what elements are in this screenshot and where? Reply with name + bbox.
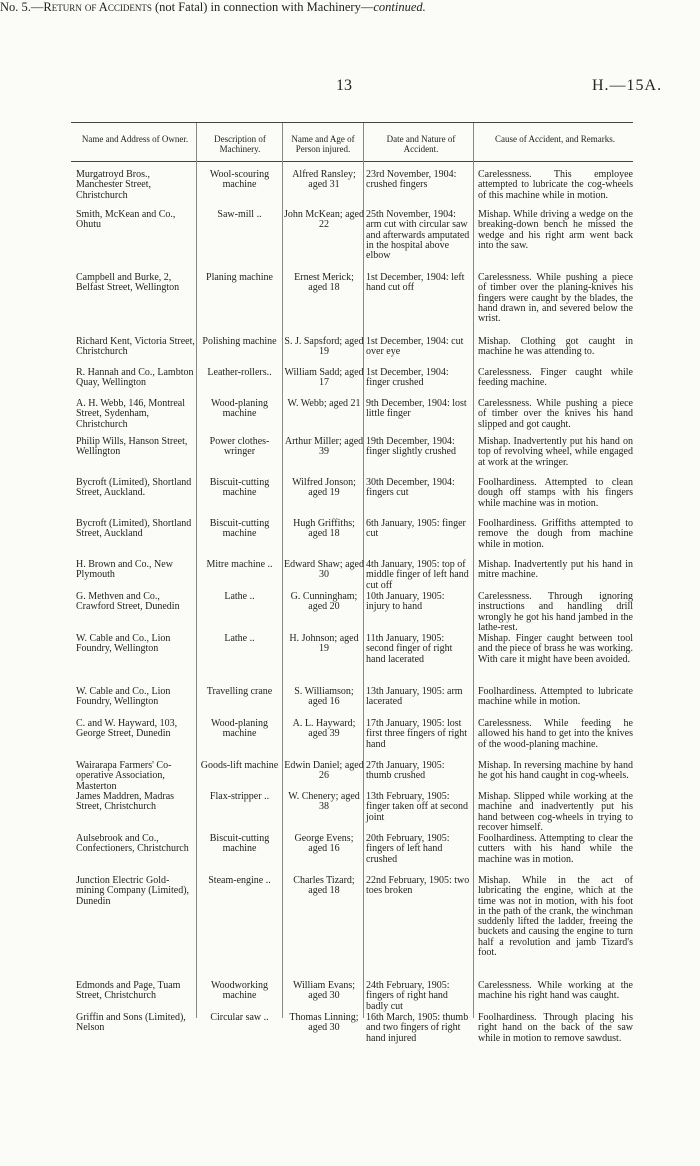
person-cell: Thomas Linning; aged 30 [289, 1012, 359, 1034]
cause-cell: Mishap. Clothing got caught in machine he was attending to. [478, 336, 633, 358]
owner-cell: W. Cable and Co., Lion Foundry, Wellington [76, 633, 171, 655]
column-divider-1 [196, 123, 197, 1018]
machinery-cell: Lathe .. [224, 633, 255, 644]
person-cell: William Sadd; aged 17 [284, 367, 364, 389]
accident-cell: 30th December, 1904: fingers cut [366, 477, 455, 499]
title-smallcaps: Return of Accidents [43, 0, 152, 14]
person-cell: Edward Shaw; aged 30 [284, 559, 364, 581]
cause-cell: Mishap. Finger caught between tool and the piece of brass he was working. With care it might have been avoided. [478, 633, 633, 665]
person-cell: A. L. Hayward; aged 39 [292, 718, 356, 740]
person-cell: George Evens; aged 16 [294, 833, 354, 855]
person-cell: Ernest Merick; aged 18 [294, 272, 354, 294]
person-cell: Arthur Miller; aged 39 [284, 436, 364, 458]
machinery-cell: Power clothes-wringer [209, 436, 270, 458]
person-cell: John McKean; aged 22 [284, 209, 364, 231]
owner-cell: Griffin and Sons (Limited), Nelson [76, 1012, 186, 1034]
owner-cell: Smith, McKean and Co., Ohutu [76, 209, 176, 231]
accident-cell: 6th January, 1905: finger cut [366, 518, 466, 540]
cause-cell: Mishap. While in the act of lubricating the engine, which at the time was not in motion, with his foot in the path of the crank, the winchman suddenly lifted the ladder, freeing the buckets and causing the engine to turn half a revolution and jamb Tizard's foot. [478, 875, 633, 959]
owner-cell: Campbell and Burke, 2, Belfast Street, Wellington [76, 272, 180, 294]
machinery-cell: Biscuit-cutting machine [209, 518, 270, 540]
page-reference: H.—15A. [592, 77, 663, 94]
person-cell: W. Webb; aged 21 [287, 398, 361, 409]
machinery-cell: Circular saw .. [210, 1012, 269, 1023]
accident-cell: 1st December, 1904: left hand cut off [366, 272, 465, 294]
machinery-cell: Leather-rollers.. [207, 367, 272, 378]
owner-cell: Bycroft (Limited), Shortland Street, Auckland [76, 518, 192, 540]
person-cell: H. Johnson; aged 19 [289, 633, 359, 655]
cause-cell: Mishap. Inadvertently put his hand in mitre machine. [478, 559, 633, 581]
machinery-cell: Steam-engine .. [208, 875, 271, 886]
cause-cell: Foolhardiness. Attempting to clear the cutters with his hand while the machine was in motion. [478, 833, 633, 865]
owner-cell: James Maddren, Madras Street, Christchurch [76, 791, 175, 813]
cause-cell: Carelessness. This employee attempted to lubricate the cog-wheels of this machine while in motion. [478, 169, 633, 201]
owner-cell: Bycroft (Limited), Shortland Street, Auckland. [76, 477, 192, 499]
owner-cell: G. Methven and Co., Crawford Street, Dunedin [76, 591, 180, 613]
col-header-owner: Name and Address of Owner. [81, 134, 189, 144]
cause-cell: Mishap. While driving a wedge on the breaking-down bench he missed the wedge and his right arm went back into the saw. [478, 209, 633, 251]
owner-cell: C. and W. Hayward, 103, George Street, Dunedin [76, 718, 178, 740]
owner-cell: Murgatroyd Bros., Manchester Street, Christchurch [76, 169, 151, 201]
machinery-cell: Mitre machine .. [206, 559, 273, 570]
accident-cell: 10th January, 1905: injury to hand [366, 591, 445, 613]
accident-cell: 1st December, 1904: cut over eye [366, 336, 464, 358]
machinery-cell: Flax-stripper .. [209, 791, 270, 802]
accident-cell: 22nd February, 1905: two toes broken [366, 875, 470, 897]
cause-cell: Foolhardiness. Attempted to lubricate machine while in motion. [478, 686, 633, 708]
cause-cell: Carelessness. While feeding he allowed his hand to get into the knives of the wood-planing machine. [478, 718, 633, 750]
machinery-cell: Goods-lift machine [200, 760, 279, 771]
person-cell: S. J. Sapsford; aged 19 [284, 336, 364, 358]
header-rule-top [71, 122, 633, 123]
machinery-cell: Biscuit-cutting machine [209, 833, 270, 855]
accident-cell: 25th November, 1904: arm cut with circular saw and afterwards amputated in the hospital above elbow [366, 209, 470, 262]
owner-cell: Aulsebrook and Co., Confectioners, Christchurch [76, 833, 189, 855]
accident-cell: 4th January, 1905: top of middle finger of left hand cut off [366, 559, 469, 591]
person-cell: S. Williamson; aged 16 [294, 686, 354, 708]
accident-cell: 11th January, 1905: second finger of right hand lacerated [366, 633, 453, 665]
machinery-cell: Woodworking machine [211, 980, 268, 1002]
person-cell: Charles Tizard; aged 18 [293, 875, 355, 897]
owner-cell: Wairarapa Farmers' Co-operative Association, Masterton [76, 760, 172, 792]
accident-cell: 9th December, 1904: lost little finger [366, 398, 467, 420]
cause-cell: Foolhardiness. Attempted to clean dough off stamps with his fingers while machine was in motion. [478, 477, 633, 509]
column-divider-2 [282, 123, 283, 1018]
accident-cell: 16th March, 1905: thumb and two fingers of right hand injured [366, 1012, 469, 1044]
machinery-cell: Biscuit-cutting machine [209, 477, 270, 499]
cause-cell: Carelessness. Through ignoring instructions and handling drill wrongly he got his hand jambed in the lathe-rest. [478, 591, 633, 633]
person-cell: Wilfred Jonson; aged 19 [292, 477, 356, 499]
cause-cell: Foolhardiness. Griffiths attempted to remove the dough from machine while in motion. [478, 518, 633, 550]
accident-cell: 17th January, 1905: lost first three fingers of right hand [366, 718, 468, 750]
owner-cell: A. H. Webb, 146, Montreal Street, Sydenham, Christchurch [76, 398, 185, 430]
col-header-cause: Cause of Accident, and Remarks. [495, 134, 615, 144]
column-divider-4 [473, 123, 474, 1018]
machinery-cell: Wool-scouring machine [209, 169, 270, 191]
machinery-cell: Lathe .. [224, 591, 255, 602]
machinery-cell: Wood-planing machine [211, 398, 268, 420]
machinery-cell: Travelling crane [206, 686, 273, 697]
cause-cell: Mishap. Inadvertently put his hand on top of revolving wheel, while engaged at work at the wringer. [478, 436, 633, 468]
person-cell: Alfred Ransley; aged 31 [292, 169, 356, 191]
cause-cell: Carelessness. While working at the machine his right hand was caught. [478, 980, 633, 1002]
accident-cell: 23rd November, 1904: crushed fingers [366, 169, 457, 191]
accident-cell: 1st December, 1904: finger crushed [366, 367, 449, 389]
col-header-accident: Date and Nature of Accident. [386, 134, 456, 154]
owner-cell: R. Hannah and Co., Lambton Quay, Wellington [76, 367, 194, 389]
machinery-cell: Polishing machine [202, 336, 277, 347]
owner-cell: Philip Wills, Hanson Street, Wellington [76, 436, 188, 458]
person-cell: Edwin Daniel; aged 26 [284, 760, 364, 782]
accident-cell: 19th December, 1904: finger slightly crushed [366, 436, 456, 458]
title-prefix: No. 5.— [0, 0, 44, 14]
accident-cell: 13th January, 1905: arm lacerated [366, 686, 463, 708]
table-title [0, 0, 700, 15]
cause-cell: Mishap. Slipped while working at the machine and inadvertently put his hand between cog-wheels in trying to recover himself. [478, 791, 633, 833]
cause-cell: Mishap. In reversing machine by hand he got his hand caught in cog-wheels. [478, 760, 633, 782]
header-rule-bottom [71, 161, 633, 162]
person-cell: Hugh Griffiths; aged 18 [293, 518, 355, 540]
cause-cell: Carelessness. Finger caught while feeding machine. [478, 367, 633, 389]
machinery-cell: Saw-mill .. [217, 209, 262, 220]
accident-cell: 20th February, 1905: fingers of left hand crushed [366, 833, 450, 865]
owner-cell: Edmonds and Page, Tuam Street, Christchurch [76, 980, 181, 1002]
person-cell: William Evans; aged 30 [292, 980, 356, 1002]
person-cell: W. Chenery; aged 38 [288, 791, 360, 813]
machinery-cell: Wood-planing machine [211, 718, 268, 740]
owner-cell: W. Cable and Co., Lion Foundry, Wellington [76, 686, 171, 708]
accident-cell: 24th February, 1905: fingers of right hand badly cut [366, 980, 450, 1012]
cause-cell: Foolhardiness. Through placing his right hand on the back of the saw while in motion to remove sawdust. [478, 1012, 633, 1044]
accident-cell: 13th February, 1905: finger taken off at second joint [366, 791, 468, 823]
page-number: 13 [336, 77, 352, 94]
col-header-machinery: Description of Machinery. [214, 134, 266, 154]
col-header-person: Name and Age of Person injured. [291, 134, 355, 154]
accident-cell: 27th January, 1905: thumb crushed [366, 760, 445, 782]
owner-cell: Richard Kent, Victoria Street, Christchurch [76, 336, 195, 358]
owner-cell: Junction Electric Gold-mining Company (Limited), Dunedin [76, 875, 190, 907]
cause-cell: Carelessness. While pushing a piece of timber over the planing-knives his fingers were caught by the blades, the hand drawn in, and severed below the wrist. [478, 272, 633, 325]
owner-cell: H. Brown and Co., New Plymouth [76, 559, 173, 581]
machinery-cell: Planing machine [206, 272, 273, 283]
person-cell: G. Cunningham; aged 20 [290, 591, 358, 613]
title-continued: continued. [373, 0, 426, 14]
cause-cell: Carelessness. While pushing a piece of timber over the knives his hand slipped and got caught. [478, 398, 633, 430]
title-middle: (not Fatal) in connection with Machinery— [151, 0, 374, 14]
